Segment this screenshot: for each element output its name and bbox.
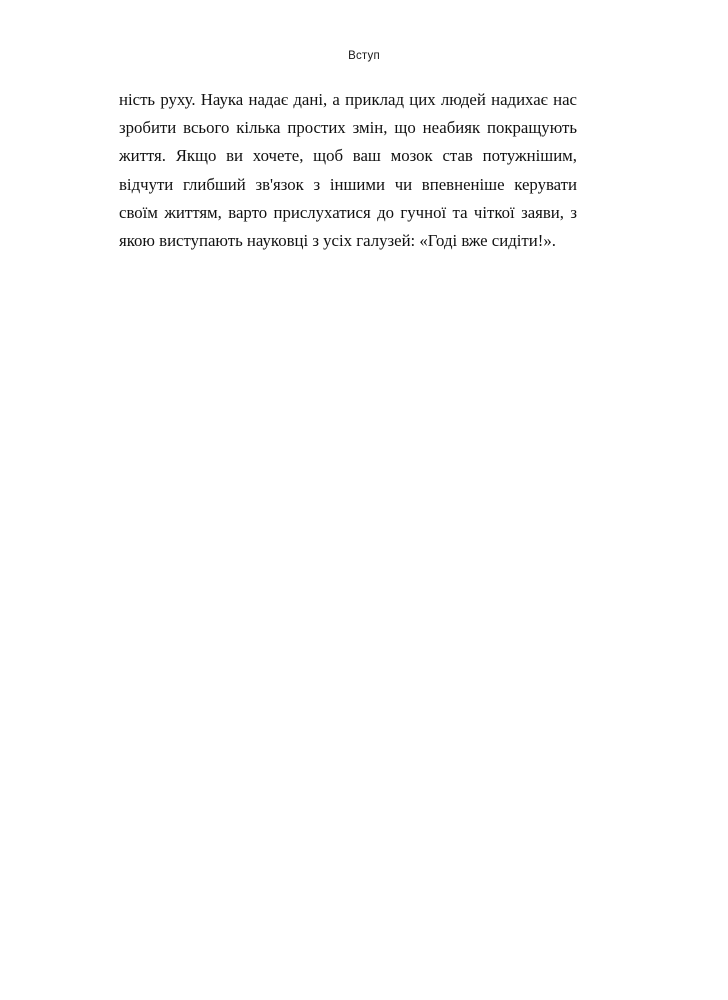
running-head: Вступ [348,50,380,62]
body-text-block [119,86,577,255]
body-paragraph: ність руху. Наука надає дані, а приклад цих людей надихає нас зробити всього кілька простих змін, що неабияк покращують життя. Якщо ви хочете, щоб ваш мозок став потужнішим, відчути глибший зв'язок з іншими чи впевненіше керувати своїм життям, варто прислухатися до гучної та чіткої заяви, з якою виступають науковці з усіх галузей: «Годі вже сидіти!». [119,90,577,251]
